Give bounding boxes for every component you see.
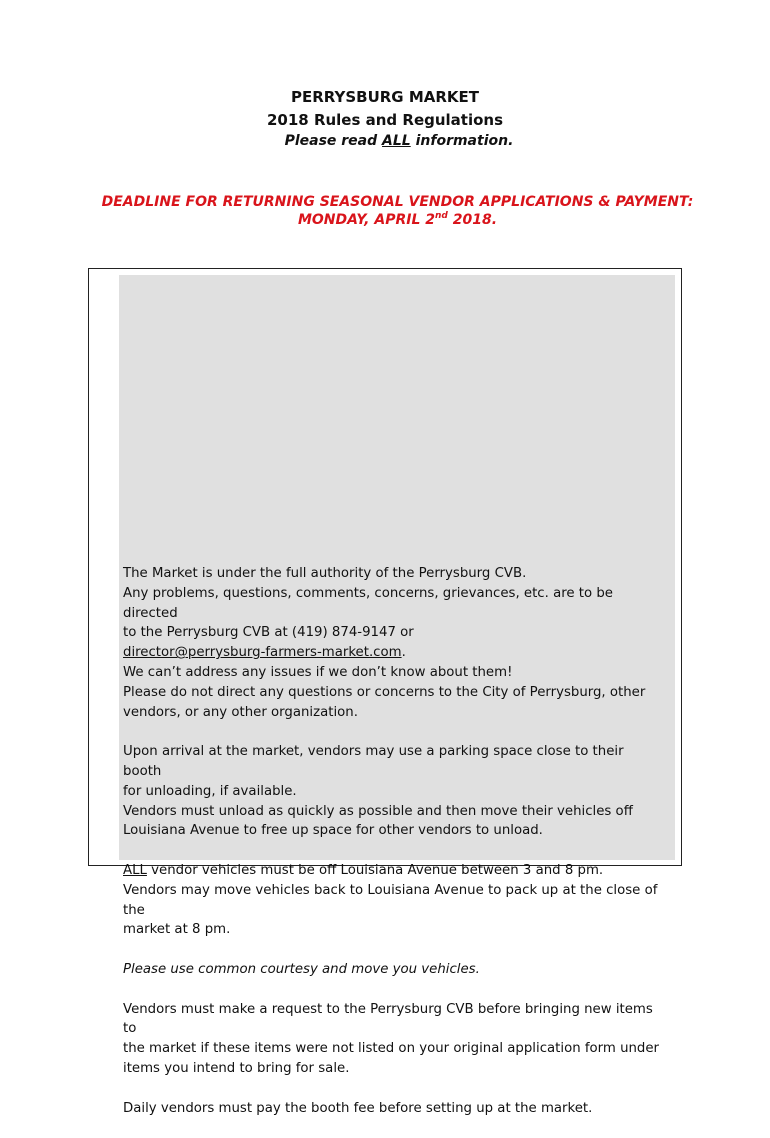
rule-line: to the Perrysburg CVB at (419) 874-9147 or xyxy=(123,625,414,641)
deadline-date-ordinal: nd xyxy=(435,211,448,221)
rules-paragraph-unloading xyxy=(123,742,663,841)
email-suffix: . xyxy=(401,645,406,661)
vehicles-emphasis: ALL xyxy=(123,862,147,878)
deadline-date-main: MONDAY, APRIL 2 xyxy=(297,212,435,228)
rules-paragraph-booth-fee: Daily vendors must pay the booth fee before setting up at the market. xyxy=(123,1100,593,1116)
rules-text xyxy=(123,564,663,1138)
deadline-date-year: 2018. xyxy=(447,212,498,228)
rules-paragraph-authority xyxy=(123,564,663,722)
rules-paragraph-courtesy: Please use common courtesy and move you vehicles. xyxy=(123,961,480,977)
instruction-text-start: Please read xyxy=(284,133,383,149)
document-subtitle: 2018 Rules and Regulations xyxy=(266,111,504,129)
rule-line: We can’t address any issues if we don’t know about them! xyxy=(123,664,513,680)
rule-line: the market if these items were not listed on your original application form under xyxy=(123,1041,660,1057)
rule-line: Louisiana Avenue to free up space for other vendors to unload. xyxy=(123,823,543,839)
rule-line: Any problems, questions, comments, concerns, grievances, etc. are to be directed xyxy=(123,585,613,621)
rule-line xyxy=(123,861,663,881)
vehicles-rule-text: vendor vehicles must be off Louisiana Avenue between 3 and 8 pm. xyxy=(146,862,604,878)
contact-email-link[interactable]: director@perrysburg-farmers-market.com xyxy=(123,645,402,661)
deadline-date xyxy=(0,211,770,229)
rule-line-email xyxy=(123,643,663,663)
rule-line: items you intend to bring for sale. xyxy=(123,1060,350,1076)
rules-paragraph-vehicles xyxy=(123,861,663,940)
rule-line: The Market is under the full authority of the Perrysburg CVB. xyxy=(123,566,527,581)
rule-line: Vendors must unload as quickly as possible and then move their vehicles off xyxy=(123,803,633,819)
read-instruction xyxy=(14,133,770,149)
rule-line: Upon arrival at the market, vendors may use a parking space close to their booth xyxy=(123,744,624,779)
rules-paragraph-new-items xyxy=(123,1000,663,1079)
rules-box xyxy=(88,268,682,1116)
rule-line: Please do not direct any questions or concerns to the City of Perrysburg, other xyxy=(123,684,646,700)
rule-line: vendors, or any other organization. xyxy=(123,704,358,720)
deadline-heading: DEADLINE FOR RETURNING SEASONAL VENDOR APPLICATIONS & PAYMENT: xyxy=(101,194,694,210)
document-title: PERRYSBURG MARKET xyxy=(290,88,480,106)
instruction-text-end: information. xyxy=(410,133,514,149)
instruction-emphasis: ALL xyxy=(382,133,411,149)
rule-line: for unloading, if available. xyxy=(123,783,297,799)
rule-line: market at 8 pm. xyxy=(123,922,231,938)
rule-line: Vendors must make a request to the Perrysburg CVB before bringing new items to xyxy=(123,1001,653,1037)
rule-line: Vendors may move vehicles back to Louisiana Avenue to pack up at the close of the xyxy=(123,882,658,918)
